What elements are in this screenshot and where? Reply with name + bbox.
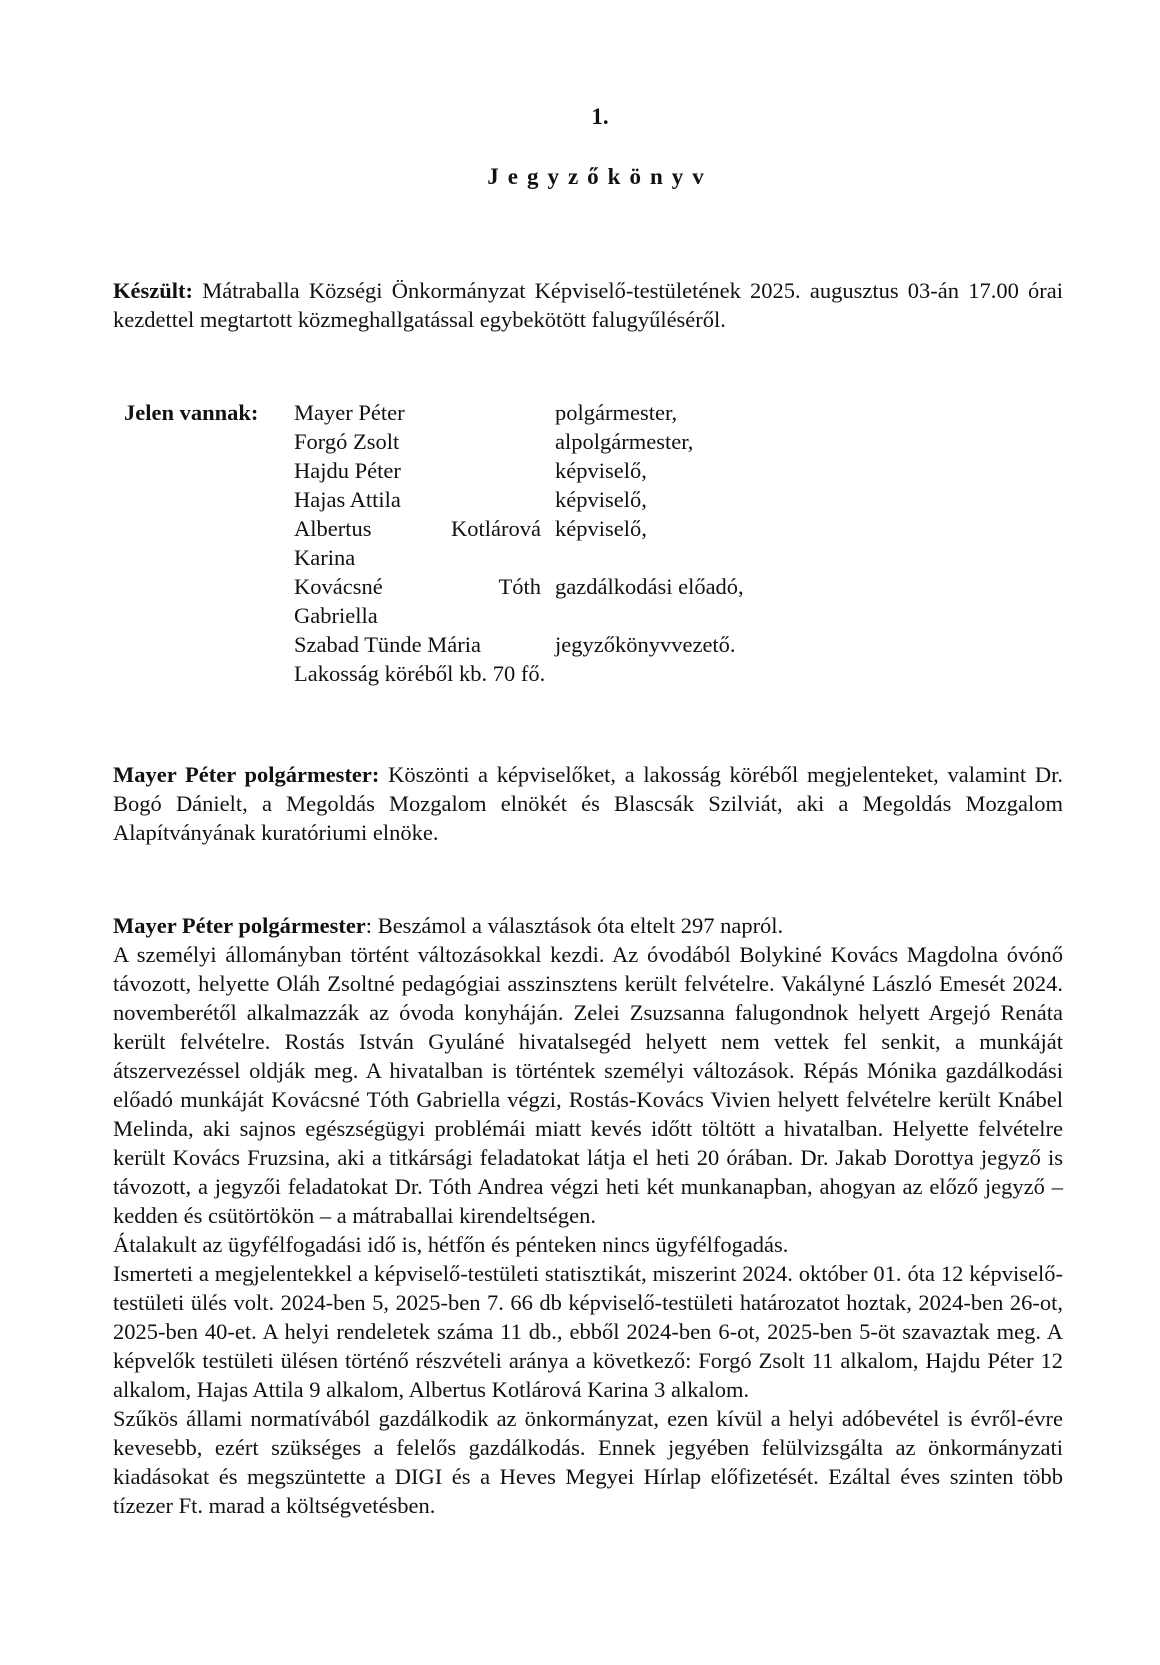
- page-number: 1.: [591, 104, 609, 129]
- attendee-role: jegyzőkönyvvezető.: [555, 632, 736, 657]
- attendee-role: alpolgármester,: [555, 429, 694, 454]
- attendee-role: gazdálkodási előadó,: [555, 574, 744, 599]
- intro-paragraph: [113, 276, 1063, 334]
- attendee-name: Szabad Tünde Mária: [294, 632, 482, 657]
- attendee-name-cont: Karina: [294, 545, 356, 570]
- speaker-colon: :: [365, 913, 373, 938]
- attendee-role: képviselő,: [555, 487, 647, 512]
- attendee-role: polgármester,: [555, 400, 678, 425]
- speaker-label: Mayer Péter polgármester: [113, 913, 366, 938]
- report-opening: Beszámol a választások óta eltelt 297 napról.: [377, 913, 784, 938]
- attendees-heading: Jelen vannak:: [124, 400, 259, 425]
- report-staff-changes: A személyi állományban történt változásokkal kezdi. Az óvodából Bolykiné Kovács Magdolna óvónő távozott, helyette Oláh Zsoltné pedagógiai asszinsztens került felvételre. Vakályné László Emesét 2024. novemberétől alkalmazzák az óvoda konyháján. Zelei Zsuzsanna falugondnok helyett Argejó Renáta került felvételre. Rostás István Gyuláné hivatalsegéd helyett nem vettek fel senkit, a munkáját átszervezéssel oldják meg. A hivatalban is történtek személyi változások. Répás Mónika gazdálkodási előadó munkáját Kovácsné Tóth Gabriella végzi, Rostás-Kovács Vivien helyett felvételre került Knábel Melinda, aki sajnos egészségügyi problémái miatt kevés időtt töltött a hivatalban. Helyette felvételre került Kovács Fruzsina, aki a titkársági feladatokat látja el heti 20 órában. Dr. Jakab Dorottya jegyző is távozott, a jegyzői feladatokat Dr. Tóth Andrea végzi heti két munkanapban, ahogyan az előző jegyző – kedden és csütörtökön – a mátraballai kirendeltségen.: [113, 942, 1063, 1228]
- speaker-label: Mayer Péter polgármester:: [113, 762, 380, 787]
- speech-paragraph-welcome: [113, 760, 1063, 847]
- attendee-role: képviselő,: [555, 516, 647, 541]
- report-statistics: Ismerteti a megjelentekkel a képviselő-testületi statisztikát, miszerint 2024. október 01. óta 12 képviselő-testületi ülés volt. 2024-ben 5, 2025-ben 7. 66 db képviselő-testületi határozatot hoztak, 2024-ben 26-ot, 2025-ben 40-et. A helyi rendeletek száma 11 db., ebből 2024-ben 6-ot, 2025-ben 5-öt szavaztak meg. A képvelők testületi ülésen történő részvételi aránya a következő: Forgó Zsolt 11 alkalom, Hajdu Péter 12 alkalom, Hajas Attila 9 alkalom, Albertus Kotlárová Karina 3 alkalom.: [113, 1261, 1063, 1402]
- intro-label: Készült:: [113, 278, 193, 303]
- attendee-name: Albertus Kotlárová: [294, 516, 541, 541]
- attendee-name: Mayer Péter: [294, 400, 405, 425]
- attendee-name-cont: Gabriella: [294, 603, 378, 628]
- speech-paragraph-report: [113, 911, 1063, 1520]
- attendee-role: képviselő,: [555, 458, 647, 483]
- attendees-footer: Lakosság köréből kb. 70 fő.: [294, 661, 546, 686]
- attendee-name: Hajdu Péter: [294, 458, 401, 483]
- document-title: Jegyzőkönyv: [487, 164, 713, 189]
- speech-text: Köszönti a képviselőket, a lakosság köréből megjelenteket, valamint Dr. Bogó Dánielt, a Megoldás Mozgalom elnökét és Blascsák Szilviát, aki a Megoldás Mozgalom Alapítványának kuratóriumi elnöke.: [113, 762, 1063, 845]
- report-opening-line: [113, 911, 1063, 940]
- attendee-name: Forgó Zsolt: [294, 429, 400, 454]
- report-budget: Szűkös állami normatívából gazdálkodik az önkormányzat, ezen kívül a helyi adóbevétel is évről-évre kevesebb, ezért szükséges a felelős gazdálkodás. Ennek jegyében felülvizsgálta az önkormányzati kiadásokat és megszüntette a DIGI és a Heves Megyei Hírlap előfizetését. Ezáltal éves szinten több tízezer Ft. marad a költségvetésben.: [113, 1406, 1063, 1518]
- intro-text: Mátraballa Községi Önkormányzat Képviselő-testületének 2025. augusztus 03-án 17.00 órai kezdettel megtartott közmeghallgatással egybekötött falugyűléséről.: [113, 278, 1064, 332]
- attendee-name: Hajas Attila: [294, 487, 401, 512]
- report-office-hours: Átalakult az ügyfélfogadási idő is, hétfőn és pénteken nincs ügyfélfogadás.: [113, 1232, 789, 1257]
- attendee-name: Kovácsné Tóth: [294, 574, 541, 599]
